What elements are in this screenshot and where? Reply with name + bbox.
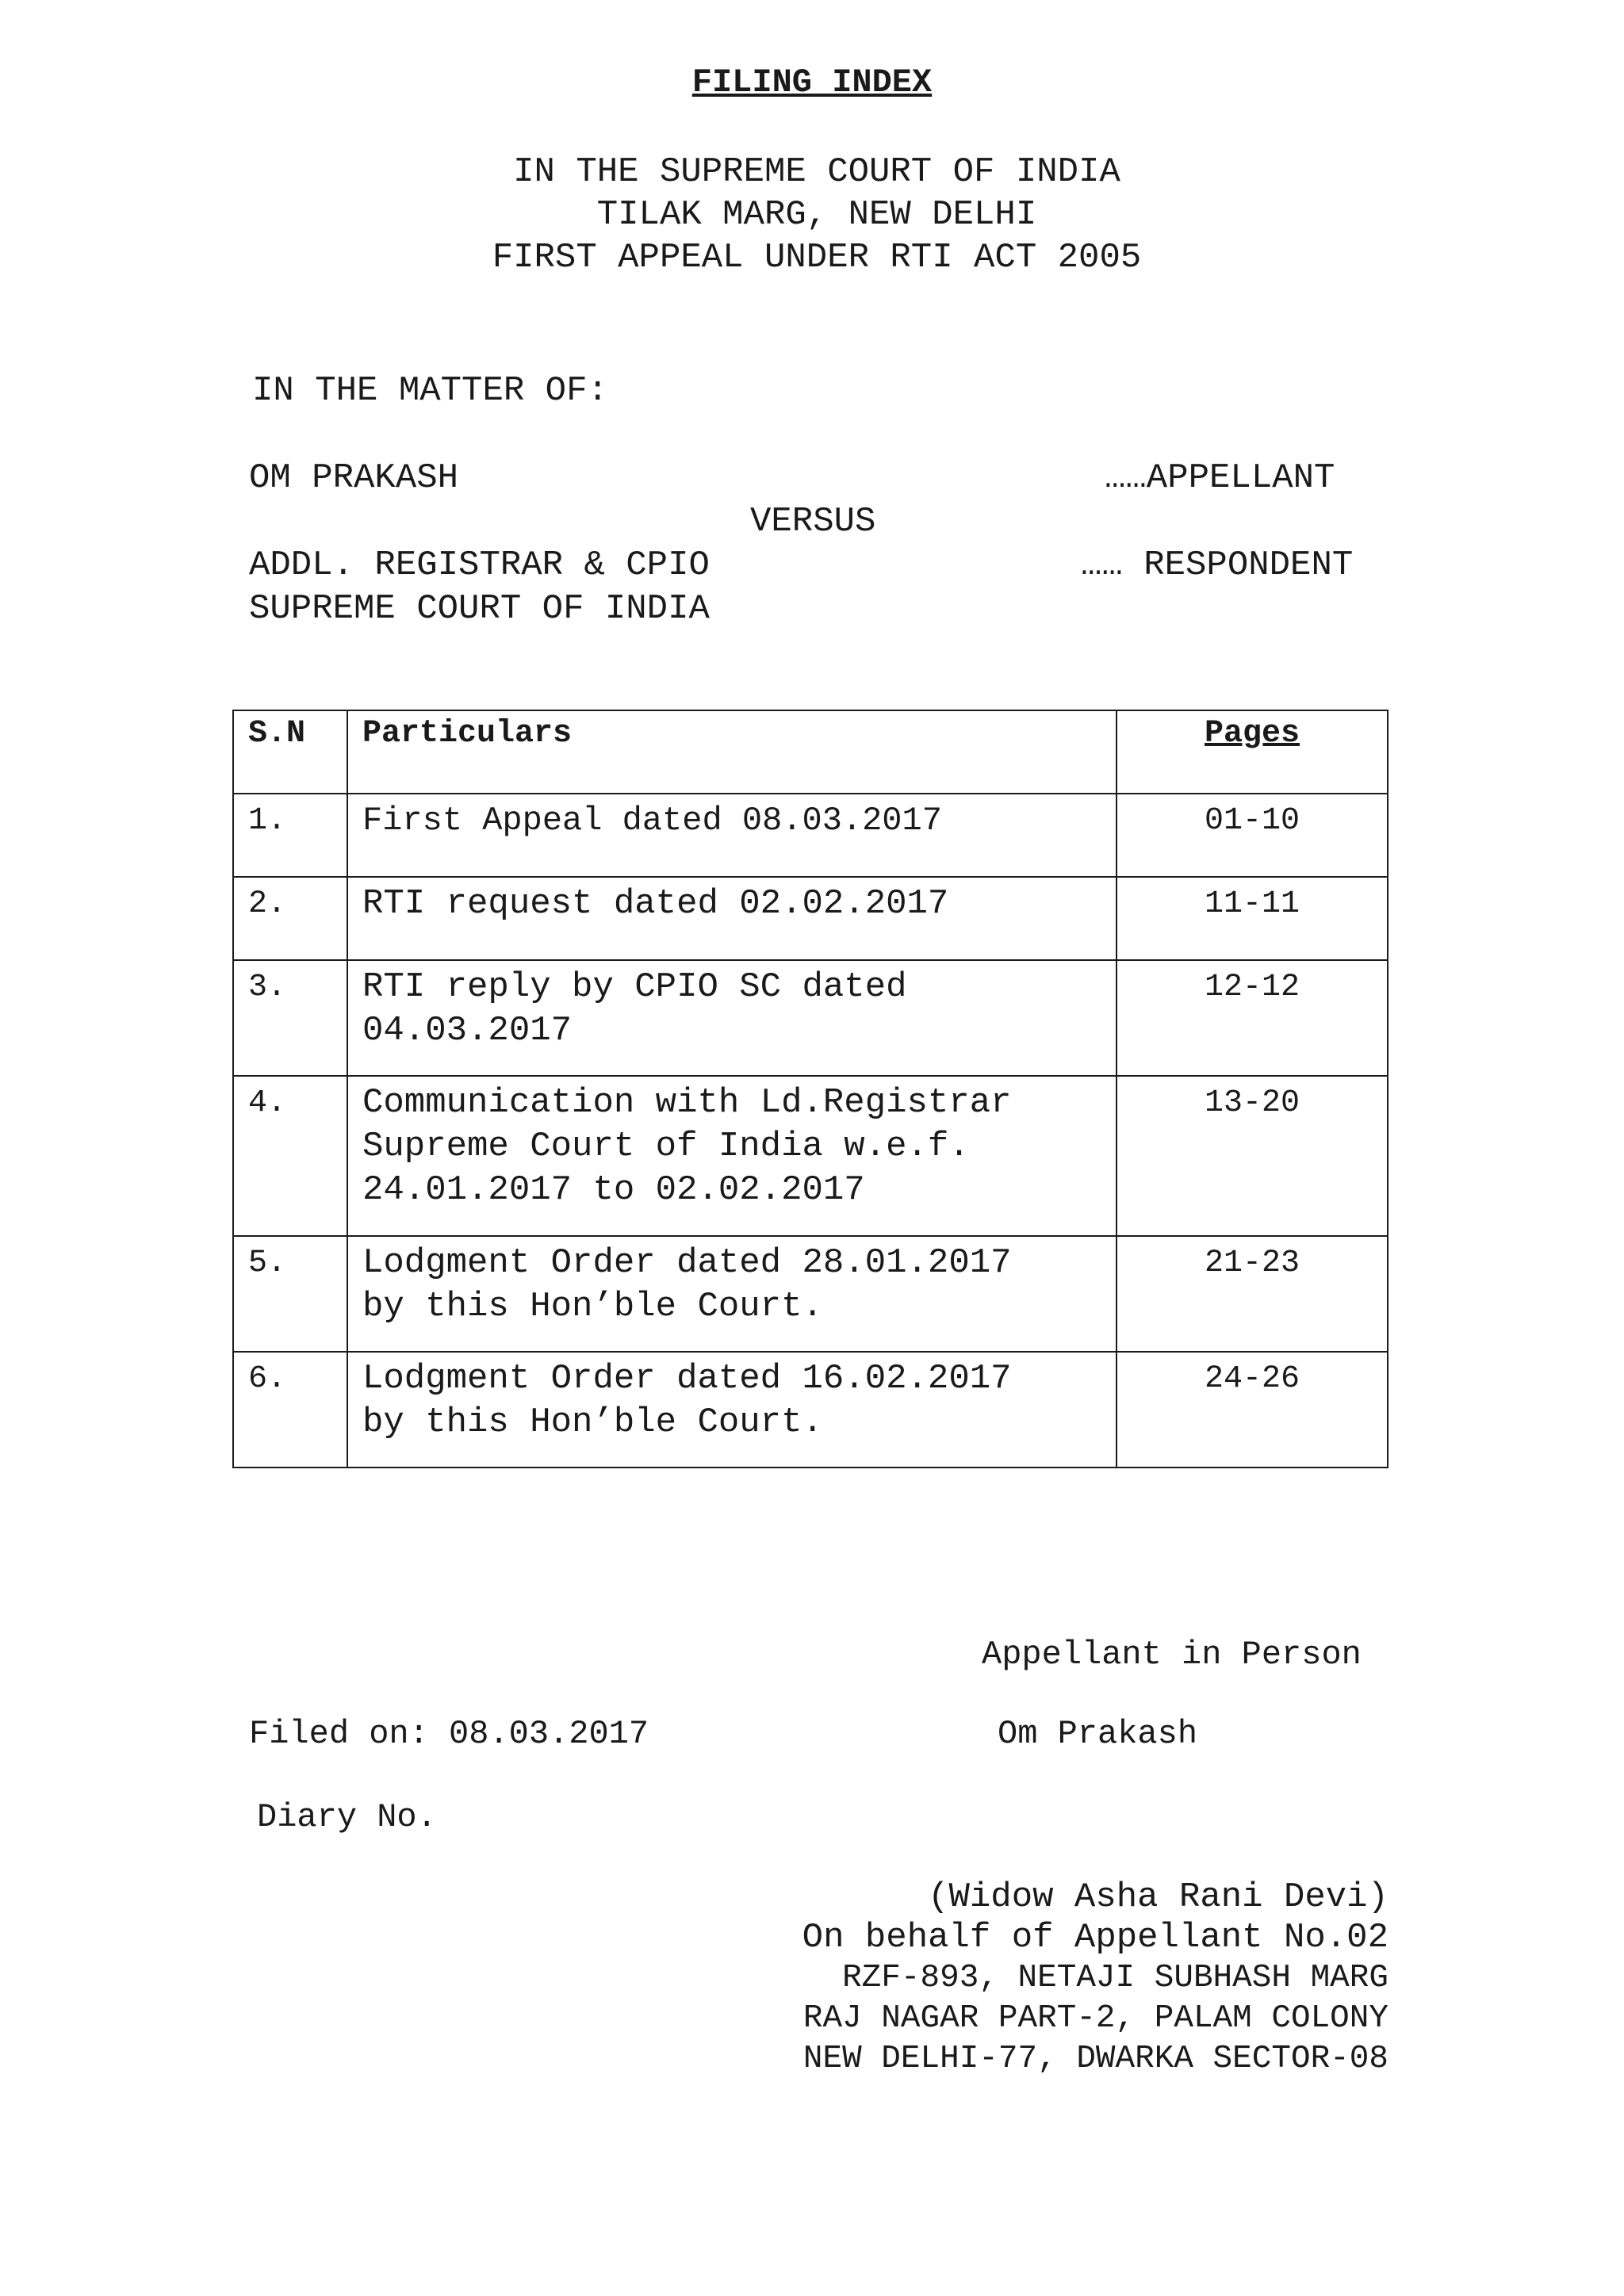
row-pages: 12-12 [1116,960,1388,1076]
row-particulars: Communication with Ld.Registrar Supreme Court of India w.e.f. 24.01.2017 to 02.02.2017 [347,1076,1116,1236]
row-sn: 2. [233,877,347,960]
row-pages: 21-23 [1116,1236,1388,1352]
appeal-type: FIRST APPEAL UNDER RTI ACT 2005 [492,238,1142,277]
document-title: FILING INDEX [691,63,933,101]
row-sn: 4. [233,1076,347,1236]
respondent-name: ADDL. REGISTRAR & CPIO [249,545,710,585]
table-row [233,960,1388,1076]
court-name: IN THE SUPREME COURT OF INDIA [513,152,1120,192]
table-row [233,1076,1388,1236]
versus-label: VERSUS [750,502,876,541]
appellant-name: OM PRAKASH [249,458,459,498]
row-particulars: RTI reply by CPIO SC dated 04.03.2017 [347,960,1116,1076]
address-line-2: RAJ NAGAR PART-2, PALAM COLONY [802,2000,1388,2037]
table-row [233,1352,1388,1468]
table-header-row [233,710,1388,794]
on-behalf-line: On behalf of Appellant No.02 [802,1918,1388,1957]
row-particulars: Lodgment Order dated 28.01.2017 by this Hon’ble Court. [347,1236,1116,1352]
table-row [233,1236,1388,1352]
signatory-name: Om Prakash [998,1715,1198,1753]
row-pages: 13-20 [1116,1076,1388,1236]
row-pages: 01-10 [1116,794,1388,877]
widow-name: (Widow Asha Rani Devi) [928,1877,1388,1917]
matter-intro: IN THE MATTER OF: [252,371,608,411]
row-sn: 5. [233,1236,347,1352]
table-row [233,794,1388,877]
respondent-org: SUPREME COURT OF INDIA [249,589,710,629]
respondent-role: …… RESPONDENT [1081,545,1354,585]
diary-number-label: Diary No. [257,1798,437,1836]
row-sn: 6. [233,1352,347,1468]
header-sn: S.N [233,710,347,794]
filing-index-table [232,710,1388,1468]
court-address: TILAK MARG, NEW DELHI [596,195,1037,235]
table-row [233,877,1388,960]
filed-on-date: Filed on: 08.03.2017 [249,1715,649,1753]
row-particulars: Lodgment Order dated 16.02.2017 by this Hon’ble Court. [347,1352,1116,1468]
row-pages: 11-11 [1116,877,1388,960]
row-sn: 1. [233,794,347,877]
row-sn: 3. [233,960,347,1076]
header-particulars: Particulars [347,710,1116,794]
address-line-3: NEW DELHI-77, DWARKA SECTOR-08 [802,2041,1388,2077]
row-particulars: RTI request dated 02.02.2017 [347,877,1116,960]
appellant-in-person: Appellant in Person [982,1636,1362,1674]
header-pages: Pages [1116,710,1388,794]
appellant-role: ……APPELLANT [1105,458,1335,498]
address-line-1: RZF-893, NETAJI SUBHASH MARG [842,1960,1388,1996]
row-particulars: First Appeal dated 08.03.2017 [347,794,1116,877]
row-pages: 24-26 [1116,1352,1388,1468]
